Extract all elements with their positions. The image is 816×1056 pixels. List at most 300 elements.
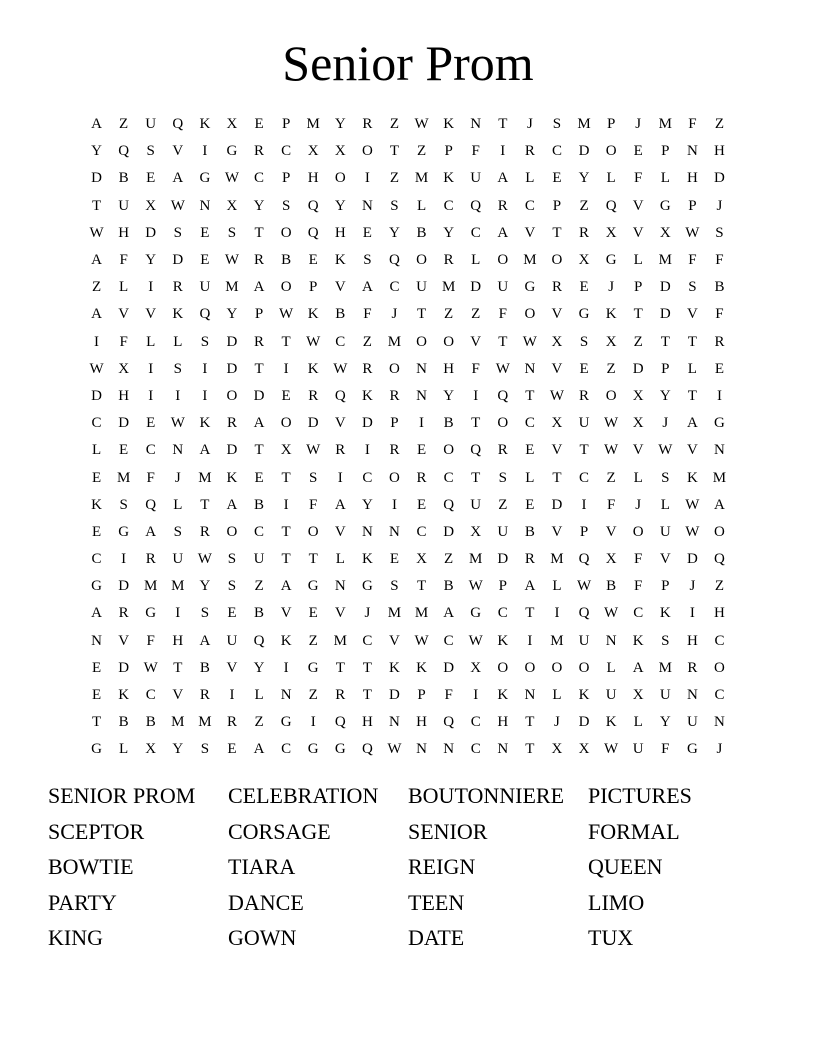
grid-letter: V <box>632 197 644 214</box>
grid-letter: C <box>470 224 481 241</box>
grid-letter: K <box>632 632 644 649</box>
grid-letter: D <box>659 279 671 296</box>
word-list-item: LIMO <box>588 889 645 915</box>
grid-letter: I <box>175 605 181 622</box>
grid-letter: G <box>307 578 319 595</box>
grid-letter: W <box>685 224 700 241</box>
grid-letter: X <box>605 224 617 241</box>
grid-letter: A <box>686 415 698 432</box>
word-list-item: DATE <box>408 925 465 950</box>
grid-letter: G <box>470 605 482 622</box>
grid-letter: R <box>172 279 183 296</box>
grid-letter: X <box>551 741 563 758</box>
grid-letter: N <box>199 197 211 214</box>
grid-letter: J <box>635 496 642 513</box>
letter-grid <box>83 111 733 764</box>
word-list-item: FORMAL <box>588 818 680 844</box>
grid-letter: C <box>145 442 156 459</box>
grid-letter: X <box>226 116 238 133</box>
grid-letter: S <box>173 360 182 377</box>
grid-letter: P <box>661 143 670 160</box>
word-list-item: TIARA <box>228 854 296 879</box>
grid-letter: P <box>444 143 453 160</box>
grid-letter: F <box>634 578 643 595</box>
grid-letter: D <box>470 279 482 296</box>
grid-letter: I <box>148 279 154 296</box>
grid-letter: A <box>91 116 102 133</box>
grid-letter: M <box>658 659 672 676</box>
grid-letter: N <box>443 741 455 758</box>
grid-letter: M <box>550 632 564 649</box>
grid-letter: L <box>633 469 643 486</box>
grid-letter: D <box>578 714 590 731</box>
grid-letter: P <box>281 116 291 133</box>
grid-letter: L <box>119 741 129 758</box>
grid-letter: I <box>202 360 208 377</box>
grid-letter: R <box>714 333 725 350</box>
grid-letter: S <box>173 224 182 241</box>
grid-letter: I <box>500 143 506 160</box>
grid-letter: G <box>307 659 319 676</box>
grid-letter: Q <box>334 387 346 404</box>
grid-letter: K <box>199 116 211 133</box>
grid-letter: U <box>172 551 184 568</box>
grid-letter: Y <box>145 252 157 269</box>
grid-letter: T <box>471 469 481 486</box>
grid-letter: I <box>364 442 370 459</box>
grid-letter: P <box>281 170 291 187</box>
grid-letter: L <box>173 333 183 350</box>
grid-letter: P <box>417 687 426 704</box>
grid-letter: E <box>281 387 291 404</box>
grid-letter: F <box>119 333 128 350</box>
grid-letter: F <box>606 496 616 513</box>
grid-letter: U <box>497 279 509 296</box>
grid-letter: I <box>202 387 208 404</box>
grid-letter: O <box>280 415 292 432</box>
grid-letter: J <box>635 116 642 133</box>
grid-letter: D <box>307 415 319 432</box>
grid-letter: O <box>497 659 509 676</box>
grid-letter: B <box>416 224 427 241</box>
grid-letter: N <box>524 687 536 704</box>
grid-letter: F <box>471 143 480 160</box>
grid-letter: I <box>175 387 181 404</box>
grid-letter: W <box>170 415 185 432</box>
grid-letter: A <box>714 496 725 513</box>
grid-letter: C <box>254 170 265 187</box>
grid-letter: T <box>416 306 427 323</box>
grid-letter: Y <box>253 197 265 214</box>
grid-letter: C <box>145 687 156 704</box>
grid-letter: M <box>550 551 564 568</box>
grid-letter: W <box>306 442 321 459</box>
grid-letter: M <box>144 578 158 595</box>
grid-letter: Y <box>226 306 238 323</box>
grid-letter: K <box>199 415 211 432</box>
grid-letter: K <box>659 605 671 622</box>
grid-letter: O <box>632 523 644 540</box>
grid-letter: P <box>390 415 399 432</box>
grid-letter: R <box>226 714 237 731</box>
grid-letter: Q <box>334 714 346 731</box>
grid-letter: S <box>579 333 589 350</box>
grid-letter: K <box>389 659 400 676</box>
grid-letter: T <box>362 687 372 704</box>
grid-letter: L <box>525 170 535 187</box>
grid-letter: Q <box>199 306 211 323</box>
grid-letter: K <box>578 687 590 704</box>
grid-letter: T <box>281 469 291 486</box>
grid-letter: G <box>659 197 671 214</box>
grid-letter: I <box>202 143 208 160</box>
word-list-item: REIGN <box>408 854 476 879</box>
grid-letter: O <box>389 469 400 486</box>
grid-letter: L <box>416 197 427 214</box>
grid-letter: R <box>389 387 400 404</box>
grid-letter: Q <box>470 442 482 459</box>
grid-letter: C <box>524 415 535 432</box>
grid-letter: Z <box>416 143 427 160</box>
grid-letter: N <box>416 741 427 758</box>
grid-letter: U <box>470 496 482 513</box>
grid-letter: W <box>549 387 565 404</box>
grid-letter: G <box>605 252 617 269</box>
grid-letter: K <box>443 170 455 187</box>
grid-letter: W <box>170 197 185 214</box>
grid-letter: P <box>661 360 670 377</box>
page-title: Senior Prom <box>282 35 534 91</box>
grid-letter: E <box>227 605 237 622</box>
grid-letter: E <box>91 469 102 486</box>
grid-letter: K <box>443 116 455 133</box>
grid-letter: A <box>253 415 265 432</box>
grid-letter: W <box>279 306 294 323</box>
grid-letter: T <box>91 714 102 731</box>
grid-letter: G <box>145 605 157 622</box>
grid-letter: E <box>525 496 535 513</box>
grid-letter: C <box>579 469 590 486</box>
grid-letter: H <box>118 224 130 241</box>
grid-letter: X <box>632 415 644 432</box>
grid-letter: H <box>443 360 455 377</box>
grid-letter: C <box>389 279 400 296</box>
grid-letter: R <box>254 143 265 160</box>
grid-letter: V <box>389 632 400 649</box>
grid-letter: W <box>576 578 592 595</box>
grid-letter: F <box>309 496 318 513</box>
grid-letter: I <box>473 687 479 704</box>
grid-letter: D <box>714 170 725 187</box>
grid-letter: S <box>281 197 291 214</box>
grid-letter: Q <box>361 741 373 758</box>
grid-letter: Z <box>91 279 102 296</box>
grid-letter: I <box>419 415 425 432</box>
grid-letter: A <box>199 632 211 649</box>
grid-letter: Z <box>714 578 725 595</box>
grid-letter: S <box>200 333 210 350</box>
grid-letter: W <box>143 659 158 676</box>
grid-letter: F <box>146 469 155 486</box>
grid-letter: Z <box>308 632 318 649</box>
word-list-item: QUEEN <box>588 854 663 879</box>
grid-letter: B <box>335 306 346 323</box>
grid-letter: Q <box>497 387 509 404</box>
grid-letter: R <box>199 687 210 704</box>
word-list-item: SENIOR PROM <box>48 783 196 808</box>
grid-letter: G <box>307 741 319 758</box>
grid-letter: H <box>118 387 130 404</box>
grid-letter: I <box>283 360 289 377</box>
word-list-item: PICTURES <box>588 783 692 808</box>
grid-letter: H <box>334 224 346 241</box>
grid-letter: E <box>579 360 589 377</box>
grid-letter: Y <box>659 714 671 731</box>
grid-letter: Q <box>605 197 617 214</box>
grid-letter: W <box>522 333 537 350</box>
grid-letter: P <box>498 578 507 595</box>
grid-letter: T <box>308 551 318 568</box>
grid-letter: S <box>661 469 670 486</box>
grid-letter: E <box>308 605 318 622</box>
grid-letter: O <box>334 170 346 187</box>
grid-letter: C <box>281 143 292 160</box>
grid-letter: O <box>605 387 617 404</box>
grid-letter: S <box>227 551 237 568</box>
grid-letter: I <box>473 387 479 404</box>
grid-letter: O <box>307 523 319 540</box>
grid-letter: Q <box>253 632 265 649</box>
grid-letter: G <box>199 170 211 187</box>
grid-letter: W <box>306 333 321 350</box>
grid-letter: A <box>91 252 102 269</box>
grid-letter: O <box>497 252 509 269</box>
grid-letter: H <box>714 605 725 622</box>
grid-letter: R <box>335 687 346 704</box>
grid-letter: M <box>414 605 429 622</box>
grid-letter: X <box>145 741 157 758</box>
grid-letter: W <box>495 360 510 377</box>
grid-letter: Z <box>389 116 400 133</box>
grid-letter: L <box>687 360 697 377</box>
grid-letter: V <box>145 306 157 323</box>
grid-letter: T <box>173 659 183 676</box>
grid-letter: T <box>254 224 264 241</box>
word-list <box>48 778 768 956</box>
grid-letter: R <box>416 469 427 486</box>
grid-letter: S <box>227 224 237 241</box>
grid-letter: B <box>118 714 129 731</box>
grid-letter: R <box>389 442 400 459</box>
grid-letter: T <box>552 224 562 241</box>
grid-letter: M <box>712 469 727 486</box>
grid-letter: A <box>172 170 184 187</box>
grid-letter: K <box>280 632 292 649</box>
grid-letter: L <box>606 170 616 187</box>
grid-letter: N <box>686 143 698 160</box>
grid-letter: D <box>145 224 157 241</box>
grid-letter: L <box>660 170 670 187</box>
grid-letter: E <box>389 551 400 568</box>
grid-letter: G <box>524 279 536 296</box>
grid-letter: W <box>414 116 429 133</box>
grid-letter: D <box>686 551 698 568</box>
grid-letter: R <box>335 442 346 459</box>
grid-letter: R <box>145 551 156 568</box>
grid-letter: M <box>387 333 402 350</box>
grid-letter: I <box>94 333 100 350</box>
grid-letter: F <box>634 551 643 568</box>
grid-letter: S <box>119 496 128 513</box>
grid-letter: V <box>334 415 346 432</box>
grid-letter: T <box>687 387 697 404</box>
grid-letter: Y <box>199 578 211 595</box>
grid-letter: M <box>414 170 429 187</box>
grid-letter: D <box>578 143 590 160</box>
grid-letter: X <box>578 741 590 758</box>
grid-letter: O <box>578 659 590 676</box>
grid-letter: I <box>229 687 235 704</box>
grid-letter: E <box>91 659 102 676</box>
grid-letter: V <box>280 605 292 622</box>
grid-letter: T <box>687 333 697 350</box>
grid-letter: I <box>148 387 154 404</box>
grid-letter: V <box>334 523 346 540</box>
grid-letter: Q <box>172 116 184 133</box>
grid-letter: J <box>391 306 398 323</box>
grid-letter: T <box>498 333 508 350</box>
grid-letter: N <box>416 387 427 404</box>
grid-letter: A <box>253 279 265 296</box>
grid-letter: A <box>199 442 211 459</box>
grid-letter: H <box>361 714 373 731</box>
grid-letter: T <box>525 605 535 622</box>
grid-letter: E <box>714 360 725 377</box>
word-list-item: SCEPTOR <box>48 818 145 844</box>
grid-letter: D <box>632 360 644 377</box>
word-list-item: GOWN <box>228 925 297 950</box>
grid-letter: X <box>605 333 617 350</box>
grid-letter: K <box>334 252 346 269</box>
grid-letter: K <box>686 469 698 486</box>
grid-letter: O <box>714 523 725 540</box>
grid-letter: G <box>91 578 102 595</box>
grid-letter: L <box>471 252 481 269</box>
grid-letter: P <box>634 279 643 296</box>
grid-letter: C <box>362 632 373 649</box>
grid-letter: F <box>444 687 453 704</box>
grid-letter: D <box>659 306 671 323</box>
grid-letter: C <box>91 551 102 568</box>
grid-letter: U <box>497 523 509 540</box>
grid-letter: Z <box>444 306 454 323</box>
grid-letter: Q <box>470 197 482 214</box>
grid-letter: R <box>443 252 454 269</box>
grid-letter: Y <box>334 116 346 133</box>
grid-letter: D <box>118 578 130 595</box>
grid-letter: I <box>148 360 154 377</box>
grid-letter: B <box>443 415 454 432</box>
grid-letter: W <box>468 578 483 595</box>
grid-letter: S <box>309 469 318 486</box>
grid-letter: R <box>551 279 562 296</box>
grid-letter: Q <box>118 143 130 160</box>
grid-letter: I <box>689 605 695 622</box>
grid-letter: J <box>526 116 533 133</box>
grid-letter: U <box>118 197 130 214</box>
grid-letter: E <box>146 170 156 187</box>
grid-letter: V <box>334 605 346 622</box>
word-list-item: BOUTONNIERE <box>408 783 565 808</box>
grid-letter: V <box>605 523 617 540</box>
grid-letter: R <box>497 442 508 459</box>
grid-letter: T <box>200 496 210 513</box>
grid-letter: A <box>91 605 102 622</box>
grid-letter: T <box>254 442 264 459</box>
grid-letter: X <box>334 143 346 160</box>
grid-letter: V <box>172 143 184 160</box>
grid-letter: S <box>661 632 670 649</box>
grid-letter: R <box>362 116 373 133</box>
grid-letter: N <box>686 687 698 704</box>
grid-letter: W <box>658 442 673 459</box>
grid-letter: M <box>198 714 212 731</box>
grid-letter: G <box>91 741 102 758</box>
grid-letter: V <box>632 442 644 459</box>
grid-letter: Z <box>633 333 643 350</box>
grid-letter: E <box>200 224 210 241</box>
grid-letter: N <box>714 442 725 459</box>
grid-letter: S <box>146 143 155 160</box>
grid-letter: J <box>662 415 669 432</box>
grid-letter: C <box>443 469 454 486</box>
grid-letter: V <box>632 224 644 241</box>
grid-letter: Z <box>471 306 481 323</box>
grid-letter: X <box>416 551 427 568</box>
grid-letter: E <box>552 170 562 187</box>
grid-letter: V <box>118 306 130 323</box>
grid-letter: O <box>605 143 617 160</box>
grid-letter: R <box>308 387 319 404</box>
grid-letter: D <box>253 387 265 404</box>
grid-letter: S <box>390 578 399 595</box>
grid-letter: W <box>89 224 104 241</box>
grid-letter: D <box>389 687 400 704</box>
grid-letter: E <box>119 442 129 459</box>
grid-letter: D <box>118 659 130 676</box>
grid-letter: S <box>498 469 507 486</box>
grid-letter: X <box>145 197 157 214</box>
grid-letter: G <box>714 415 725 432</box>
grid-letter: B <box>145 714 156 731</box>
grid-letter: S <box>173 523 182 540</box>
grid-letter: I <box>283 496 289 513</box>
grid-letter: B <box>118 170 129 187</box>
grid-letter: I <box>581 496 587 513</box>
grid-letter: R <box>254 252 265 269</box>
grid-letter: F <box>715 306 724 323</box>
grid-letter: W <box>333 360 348 377</box>
grid-letter: W <box>604 741 619 758</box>
grid-letter: Y <box>389 224 400 241</box>
grid-letter: F <box>146 632 155 649</box>
grid-letter: N <box>497 741 509 758</box>
grid-letter: C <box>443 632 454 649</box>
grid-letter: P <box>661 578 670 595</box>
grid-letter: L <box>525 469 535 486</box>
grid-letter: E <box>362 224 372 241</box>
grid-letter: N <box>470 116 482 133</box>
